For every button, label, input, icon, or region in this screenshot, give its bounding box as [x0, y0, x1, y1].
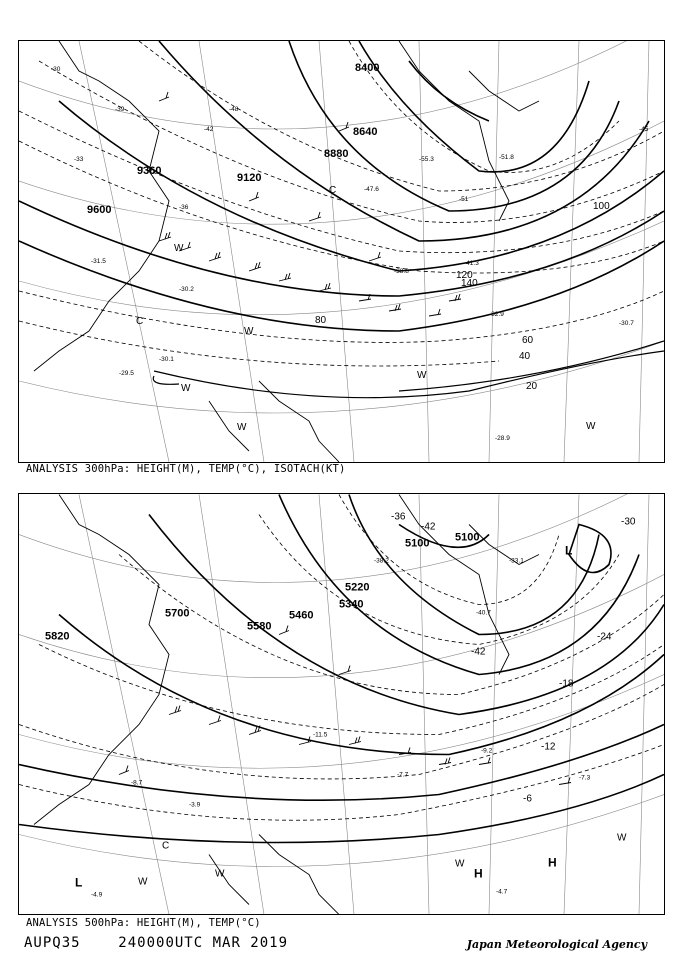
- height-label: 5220: [345, 581, 370, 594]
- obs-value: -32.9: [489, 311, 504, 318]
- obs-value: -30.1: [159, 356, 174, 363]
- cold-symbol: C: [329, 185, 337, 196]
- obs-value: -55.3: [419, 156, 434, 163]
- isotach-labels: [315, 201, 610, 392]
- temperature-label: -33: [74, 156, 84, 163]
- height-label: 8880: [324, 148, 349, 160]
- isotachs: [153, 341, 664, 398]
- coastline: [34, 41, 539, 462]
- warm-symbol: W: [174, 243, 184, 254]
- isotach-label: 40: [519, 351, 531, 362]
- symbols: [136, 185, 596, 433]
- height-label: 5820: [45, 630, 70, 643]
- height-label: 5100: [455, 531, 480, 544]
- temperature-label: -45: [639, 126, 649, 133]
- isotach-label: 80: [315, 315, 327, 326]
- chart-500hpa-canvas: [19, 494, 664, 915]
- temperature-label: -42: [421, 521, 436, 533]
- temperature-label: -36: [179, 204, 189, 211]
- warm-symbol: W: [586, 421, 596, 432]
- isotach-label: 100: [593, 201, 610, 212]
- height-label: 5100: [405, 537, 430, 550]
- obs-value: -9.2: [481, 747, 493, 755]
- temperature-label: -30: [51, 66, 61, 73]
- isotach-label: 60: [522, 335, 534, 346]
- wind-barbs: [119, 626, 571, 785]
- temperature-label: -39: [115, 106, 125, 113]
- warm-symbol: W: [244, 326, 254, 337]
- obs-value: -38.8: [394, 268, 409, 275]
- isotach-label: 120: [456, 270, 473, 281]
- height-label: 5580: [247, 620, 272, 633]
- temperature-label: -6: [523, 793, 532, 805]
- temperature-label: -48: [229, 106, 239, 113]
- isotach-label: 20: [526, 381, 538, 392]
- temperature-labels: [51, 66, 649, 211]
- obs-value: -4.7: [496, 888, 508, 896]
- temperature-label: -42: [204, 126, 214, 133]
- warm-symbol: W: [138, 876, 148, 888]
- obs-value: -11.5: [313, 731, 328, 739]
- warm-symbol: W: [237, 422, 247, 433]
- symbols: [75, 544, 627, 890]
- agency-name: Japan Meteorological Agency: [466, 938, 647, 951]
- height-label: 5460: [289, 609, 314, 622]
- high-pressure-symbol: H: [474, 866, 483, 881]
- product-identifier: [24, 935, 288, 951]
- height-label: 8640: [353, 126, 378, 138]
- height-label: 9600: [87, 204, 112, 216]
- height-label: 5700: [165, 607, 190, 620]
- temperature-label: -36: [391, 511, 406, 523]
- cold-symbol: C: [136, 316, 144, 327]
- obs-value: -7.3: [579, 774, 591, 782]
- height-label: 5340: [339, 598, 364, 611]
- product-code: AUPQ35: [24, 935, 81, 951]
- warm-symbol: W: [455, 858, 465, 870]
- obs-value: -41.3: [464, 260, 479, 267]
- chart-500hpa: [18, 493, 665, 915]
- warm-symbol: W: [617, 832, 627, 844]
- obs-value: -38.2: [374, 557, 389, 565]
- obs-value: -30.7: [619, 320, 634, 327]
- cold-symbol: C: [162, 840, 170, 852]
- temperature-label: -24: [597, 631, 612, 643]
- valid-time: 240000UTC MAR 2019: [118, 935, 289, 951]
- low-pressure-symbol: L: [75, 875, 83, 890]
- height-label: 9120: [237, 172, 262, 184]
- caption-300hpa: ANALYSIS 300hPa: HEIGHT(M), TEMP(°C), ISOTACH(KT): [26, 463, 346, 475]
- obs-value: -33.1: [509, 557, 524, 565]
- obs-value: -47.6: [364, 186, 379, 193]
- obs-value: -40.7: [476, 609, 491, 617]
- isotach-label: 140: [461, 278, 478, 289]
- low-pressure-symbol: L: [565, 543, 573, 558]
- obs-value: -29.5: [119, 370, 134, 377]
- obs-value: -4.9: [91, 891, 103, 899]
- obs-value: -8.7: [131, 779, 143, 787]
- obs-value: -51.8: [499, 154, 514, 161]
- isotherms: [19, 41, 664, 366]
- obs-value: -31.5: [91, 258, 106, 265]
- temperature-label: -18: [559, 678, 574, 690]
- obs-value: -3.9: [189, 801, 201, 809]
- obs-value: -30.2: [179, 286, 194, 293]
- obs-value: -7.7: [397, 771, 409, 779]
- temperature-label: -42: [471, 646, 486, 658]
- height-label: 9360: [137, 165, 162, 177]
- temperature-label: -12: [541, 741, 556, 753]
- high-pressure-symbol: H: [548, 855, 557, 870]
- temperature-label: -30: [621, 516, 636, 528]
- caption-500hpa: ANALYSIS 500hPa: HEIGHT(M), TEMP(°C): [26, 917, 261, 929]
- warm-symbol: W: [417, 370, 427, 381]
- warm-symbol: W: [215, 868, 225, 880]
- height-labels: [45, 532, 479, 643]
- chart-300hpa-canvas: [19, 41, 664, 462]
- temperature-labels: [391, 512, 636, 805]
- obs-value: -28.9: [495, 435, 510, 442]
- warm-symbol: W: [181, 383, 191, 394]
- temperature-label: -51: [459, 196, 469, 203]
- chart-300hpa: [18, 40, 665, 463]
- height-label: 8400: [355, 62, 380, 74]
- height-contours: [19, 41, 664, 331]
